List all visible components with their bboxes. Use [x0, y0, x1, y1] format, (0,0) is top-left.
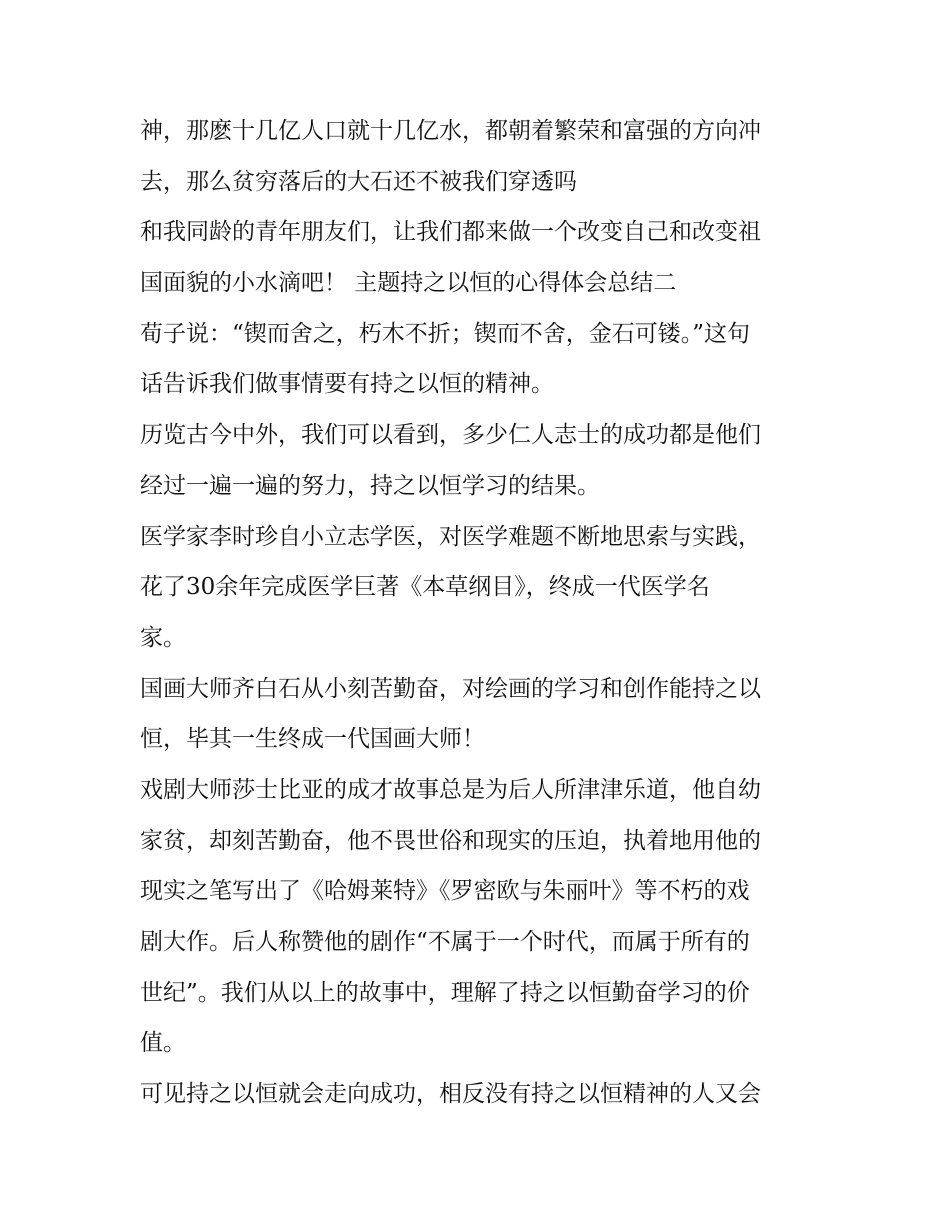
text-line: 戏剧大师莎士比亚的成才故事总是为后人所津津乐道，他自幼	[140, 776, 761, 803]
text-line: 可见持之以恒就会走向成功，相反没有持之以恒精神的人又会	[140, 1081, 761, 1108]
document-body	[140, 106, 820, 1120]
text-line: 和我同龄的青年朋友们，让我们都来做一个改变自己和改变祖	[140, 219, 761, 246]
text-line: 历览古今中外，我们可以看到，多少仁人志士的成功都是他们	[140, 422, 761, 449]
text-line: 恒，毕其一生终成一代国画大师！	[140, 726, 485, 753]
text-line: 家贫，却刻苦勤奋，他不畏世俗和现实的压迫，执着地用他的	[140, 827, 761, 854]
text-line: 经过一遍一遍的努力，持之以恒学习的结果。	[140, 472, 600, 499]
text-line: 医学家李时珍自小立志学医，对医学难题不断地思索与实践，	[140, 523, 761, 550]
text-line: 世纪”。我们从以上的故事中，理解了持之以恒勤奋学习的价	[140, 979, 750, 1006]
text-line: 去，那么贫穷落后的大石还不被我们穿透吗	[140, 168, 577, 195]
text-line: 现实之笔写出了《哈姆莱特》《罗密欧与朱丽叶》等不朽的戏	[140, 878, 750, 905]
text-line: 剧大作。后人称赞他的剧作“不属于一个时代，而属于所有的	[140, 929, 750, 955]
text-line: 荀子说：“锲而舍之，朽木不折；锲而不舍，金石可镂。”这句	[140, 320, 751, 347]
text-line: 家。	[140, 624, 186, 651]
text-line: 神，那麽十几亿人口就十几亿水，都朝着繁荣和富强的方向冲	[140, 118, 761, 144]
text-line: 国画大师齐白石从小刻苦勤奋，对绘画的学习和创作能持之以	[140, 675, 761, 702]
text-line: 值。	[140, 1030, 186, 1057]
text-line: 话告诉我们做事情要有持之以恒的精神。	[140, 371, 554, 398]
text-line: 国面貌的小水滴吧！ 主题持之以恒的心得体会总结二	[140, 270, 677, 297]
text-line: 花了30余年完成医学巨著《本草纲目》，终成一代医学名	[140, 574, 710, 601]
